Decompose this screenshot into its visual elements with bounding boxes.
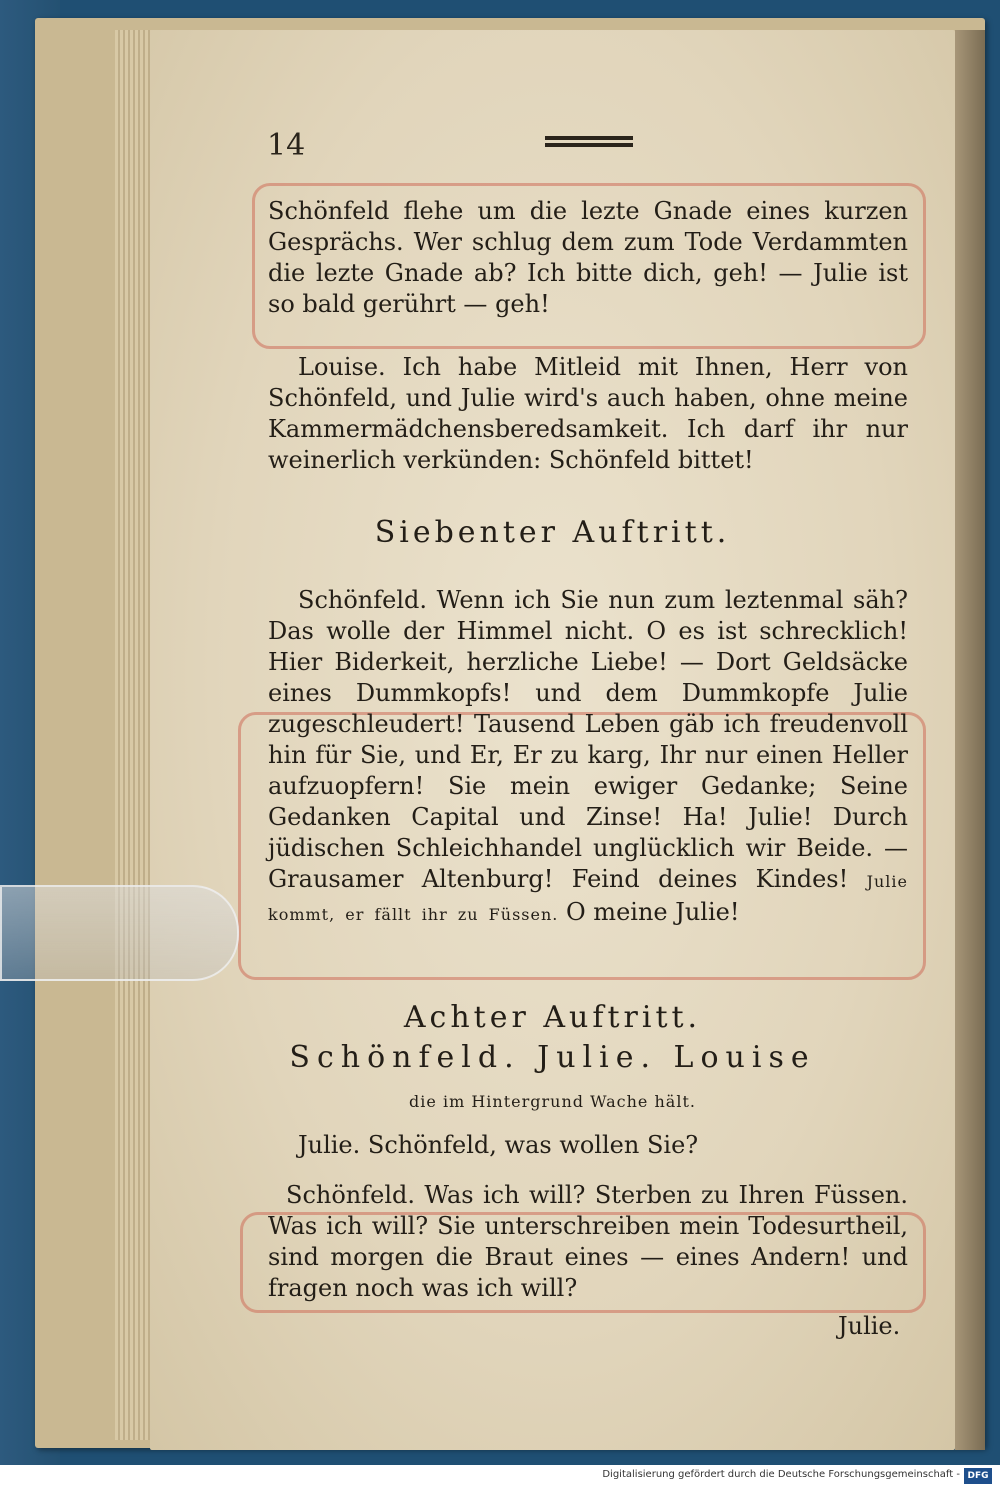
book-holder-clip <box>0 885 239 981</box>
header-ornament <box>545 136 633 150</box>
cast-list: Schönfeld. Julie. Louise <box>289 1040 816 1075</box>
funding-credit: Digitalisierung gefördert durch die Deutsche Forschungsgemeinschaft - <box>602 1469 960 1480</box>
page-number: 14 <box>267 128 306 163</box>
stage-direction-8: die im Hintergrund Wache hält. <box>409 1092 696 1111</box>
scene-heading-7: Siebenter Auftritt. <box>374 515 731 550</box>
speech-schoenfeld-7 <box>268 585 908 930</box>
scene-heading-8: Achter Auftritt. <box>403 1000 702 1035</box>
stage-direction: Julie kommt, er fällt ihr zu Füssen. <box>268 872 908 924</box>
line-julie: Julie. Schönfeld, was wollen Sie? <box>298 1131 699 1159</box>
line-schoenfeld: Schönfeld. Was ich will? Sterben zu Ihren Füssen. Was ich will? Sie unterschreiben mein Todesurtheil, sind morgen die Braut eines — eines Andern! und fragen noch was ich will? <box>268 1181 908 1302</box>
book-spine-shadow <box>955 30 985 1450</box>
speech-text: Schönfeld. Wenn ich Sie nun zum leztenmal säh? Das wolle der Himmel nicht. O es ist schrecklich! Hier Biderkeit, herzliche Liebe! — Dort Geldsäcke eines Dummkopfs! und dem Dummkopfe Julie zugeschleudert! Tausend Leben gäb ich freudenvoll hin für Sie, und Er, Er zu karg, Ihr nur einen Heller aufzuopfern! Sie mein ewiger Gedanke; Seine Gedanken Capital und Zinse! Ha! Julie! Durch jüdischen Schleichhandel unglücklich wir Beide. — Grausamer Altenburg! Feind deines Kindes! <box>268 586 908 893</box>
paragraph-1: Schönfeld flehe um die lezte Gnade eines kurzen Gesprächs. Wer schlug dem zum Tode Verdammten die lezte Gnade ab? Ich bitte dich, geh! — Julie ist so bald gerührt — geh! <box>268 197 908 318</box>
paragraph-louise: Louise. Ich habe Mitleid mit Ihnen, Herr von Schönfeld, und Julie wird's auch haben, ohne meine Kammermädchensberedsamkeit. Ich darf ihr nur weinerlich verkünden: Schönfeld bittet! <box>268 353 908 474</box>
catchword: Julie. <box>838 1312 901 1340</box>
speech-end: O meine Julie! <box>566 898 740 926</box>
dfg-logo[interactable]: DFG <box>964 1468 992 1484</box>
